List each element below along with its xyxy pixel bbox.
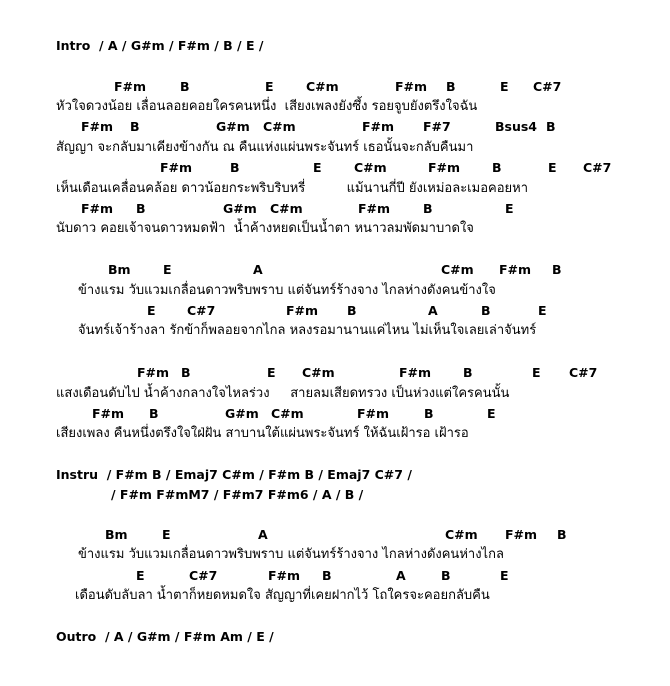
chord: E xyxy=(487,406,496,421)
chord: E xyxy=(136,568,145,583)
chord-row xyxy=(0,203,670,219)
chord: A xyxy=(258,527,268,542)
chord: E xyxy=(505,201,514,216)
instrumental-line: / F#m F#mM7 / F#m7 F#m6 / A / B / xyxy=(111,487,364,502)
chord: B xyxy=(347,303,357,318)
outro-line: Outro / A / G#m / F#m Am / E / xyxy=(56,629,274,644)
chord: A xyxy=(253,262,263,277)
lyric-line: ข้างแรม วับแวมเกลื่อนดาวพริบพราบ แต่จันทร์ร้างจาง ไกลห่างดังคนห่างไกล xyxy=(78,547,504,562)
lyric-line: หัวใจดวงน้อย เลื่อนลอยคอยใครคนหนึ่ง เสียงเพลงยังซึ้ง รอยจูบยังตรึงใจฉัน xyxy=(56,99,478,114)
chord: B xyxy=(322,568,332,583)
chord-row xyxy=(0,162,670,178)
chord: C#m xyxy=(270,201,303,216)
chord: C#m xyxy=(441,262,474,277)
chord: E xyxy=(532,365,541,380)
chord: F#m xyxy=(114,79,147,94)
chord: F#m xyxy=(137,365,170,380)
chord: B xyxy=(136,201,146,216)
chord: C#7 xyxy=(187,303,216,318)
chord: E xyxy=(538,303,547,318)
chord: B xyxy=(149,406,159,421)
lyric-line: เสียงเพลง คืนหนึ่งตรึงใจใฝ่ฝัน สาบานใต้แผ่นพระจันทร์ ให้ฉันเฝ้ารอ เฝ้ารอ xyxy=(56,426,469,441)
chord: E xyxy=(267,365,276,380)
chord: E xyxy=(162,527,171,542)
chord: B xyxy=(180,79,190,94)
chord: C#m xyxy=(306,79,339,94)
chord-row xyxy=(0,264,670,280)
chord: C#m xyxy=(263,119,296,134)
chord-row xyxy=(0,529,670,545)
chord: F#m xyxy=(362,119,395,134)
chord: A xyxy=(396,568,406,583)
chord: E xyxy=(147,303,156,318)
chord: B xyxy=(423,201,433,216)
chord-row xyxy=(0,408,670,424)
chord: C#7 xyxy=(583,160,612,175)
lyric-line: ข้างแรม วับแวมเกลื่อนดาวพริบพราบ แต่จันทร์ร้างจาง ไกลห่างดังคนข้างใจ xyxy=(78,283,496,298)
chord: F#m xyxy=(395,79,428,94)
chord: B xyxy=(552,262,562,277)
chord: F#m xyxy=(268,568,301,583)
chord: C#m xyxy=(445,527,478,542)
chord: Bsus4 xyxy=(495,119,538,134)
chord: B xyxy=(446,79,456,94)
instrumental-line: Instru / F#m B / Emaj7 C#m / F#m B / Emaj7 C#7 / xyxy=(56,467,412,482)
chord: G#m xyxy=(216,119,250,134)
chord: G#m xyxy=(225,406,259,421)
chord: B xyxy=(463,365,473,380)
lyric-line: จันทร์เจ้าร้างลา รักข้าก็พลอยจากไกล หลงรอมานานแค่ไหน ไม่เห็นใจเลยเล่าจันทร์ xyxy=(78,323,537,338)
chord-row xyxy=(0,305,670,321)
lyric-line: เห็นเดือนเคลื่อนคล้อย ดาวน้อยกระพริบริบหรี่ แม้นานกี่ปี ยังเหม่อละเมอคอยหา xyxy=(56,181,528,196)
chord: B xyxy=(424,406,434,421)
chord: B xyxy=(557,527,567,542)
lyric-line: นับดาว คอยเจ้าจนดาวหมดฟ้า น้ำค้างหยดเป็นน้ำตา หนาวลมพัดมาบาดใจ xyxy=(56,221,474,236)
chord: B xyxy=(546,119,556,134)
chord: F#m xyxy=(505,527,538,542)
chord: C#7 xyxy=(569,365,598,380)
chord: B xyxy=(230,160,240,175)
chord: F#m xyxy=(81,201,114,216)
chord: B xyxy=(492,160,502,175)
chord: B xyxy=(441,568,451,583)
chord: F#m xyxy=(160,160,193,175)
lyric-line: เดือนดับลับลา น้ำตาก็หยดหมดใจ สัญญาที่เคยฝากไว้ โถใครจะคอยกลับคืน xyxy=(75,588,490,603)
chord: F#m xyxy=(358,201,391,216)
chord-row xyxy=(0,367,670,383)
chord: F#m xyxy=(286,303,319,318)
chord: G#m xyxy=(223,201,257,216)
chord: F#m xyxy=(399,365,432,380)
chord: E xyxy=(163,262,172,277)
chord: C#m xyxy=(271,406,304,421)
chord: E xyxy=(500,568,509,583)
chord: F#m xyxy=(92,406,125,421)
chord: B xyxy=(130,119,140,134)
chord-row xyxy=(0,121,670,137)
chord: C#7 xyxy=(189,568,218,583)
chord: A xyxy=(428,303,438,318)
chord: F#m xyxy=(428,160,461,175)
chord-row xyxy=(0,81,670,97)
chord: E xyxy=(265,79,274,94)
intro-line: Intro / A / G#m / F#m / B / E / xyxy=(56,38,264,53)
chord: F#m xyxy=(499,262,532,277)
chord: C#m xyxy=(302,365,335,380)
chord: F#7 xyxy=(423,119,451,134)
chord: E xyxy=(548,160,557,175)
chord: Bm xyxy=(108,262,131,277)
lyric-line: แสงเดือนดับไป น้ำค้างกลางใจไหลร่วง สายลมเสียดทรวง เป็นห่วงแต่ใครคนนั้น xyxy=(56,386,510,401)
chord: B xyxy=(481,303,491,318)
chord: C#7 xyxy=(533,79,562,94)
chord: E xyxy=(313,160,322,175)
chord: C#m xyxy=(354,160,387,175)
lyric-line: สัญญา จะกลับมาเคียงข้างกัน ณ คืนแห่งแผ่นพระจันทร์ เธอนั้นจะกลับคืนมา xyxy=(56,140,474,155)
chord: Bm xyxy=(105,527,128,542)
chord-row xyxy=(0,570,670,586)
chord: F#m xyxy=(81,119,114,134)
chord: F#m xyxy=(357,406,390,421)
chord: B xyxy=(181,365,191,380)
chord: E xyxy=(500,79,509,94)
